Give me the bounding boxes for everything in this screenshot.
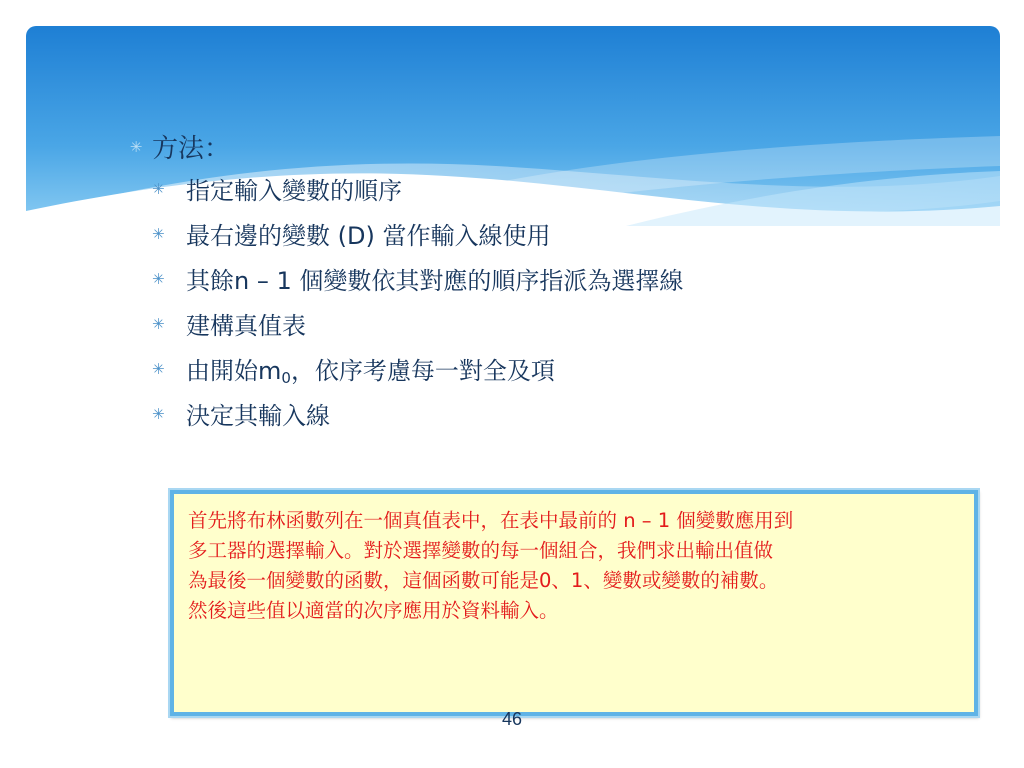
asterisk-bullet-icon: ✳: [152, 179, 165, 198]
asterisk-bullet-icon: ✳: [152, 269, 165, 288]
note-line: 首先將布林函數列在一個真值表中，在表中最前的 n – 1 個變數應用到: [188, 509, 794, 532]
asterisk-bullet-icon: ✳: [152, 404, 165, 423]
note-line: 然後這些值以適當的次序應用於資料輸入。: [188, 599, 559, 622]
list-item-text: 其餘n – 1 個變數依其對應的順序指派為選擇線: [186, 267, 684, 295]
section-heading: [128, 126, 988, 166]
list-item: [152, 211, 988, 256]
page-number: 46: [501, 709, 523, 729]
list-item: [152, 301, 988, 346]
note-box: [170, 490, 978, 716]
subscript-zero: 0: [281, 369, 291, 387]
list-item: [152, 256, 988, 301]
note-line: 為最後一個變數的函數，這個函數可能是0、1、變數或變數的補數。: [188, 569, 779, 592]
list-item-text: 指定輸入變數的順序: [186, 177, 402, 205]
heading-bullet-icon: ✳: [129, 138, 143, 156]
heading-text: 方法：: [152, 133, 231, 164]
asterisk-bullet-icon: ✳: [152, 224, 165, 243]
asterisk-bullet-icon: ✳: [152, 314, 165, 333]
list-item-text-before: 由開始m: [186, 357, 282, 385]
slide-content: [128, 126, 988, 436]
list-item-text: 決定其輸入線: [186, 402, 330, 430]
list-item: [152, 166, 988, 211]
list-item: [152, 391, 988, 436]
bullet-list: [128, 166, 988, 436]
list-item: [152, 346, 988, 391]
list-item-text-after: ，依序考慮每一對全及項: [290, 357, 555, 385]
list-item-text: 建構真值表: [186, 312, 306, 340]
asterisk-bullet-icon: ✳: [152, 359, 165, 378]
list-item-text: 最右邊的變數 (D) 當作輸入線使用: [186, 222, 551, 250]
note-line: 多工器的選擇輸入。對於選擇變數的每一個組合，我們求出輸出值做: [188, 539, 774, 562]
list-item-text: [186, 351, 555, 386]
